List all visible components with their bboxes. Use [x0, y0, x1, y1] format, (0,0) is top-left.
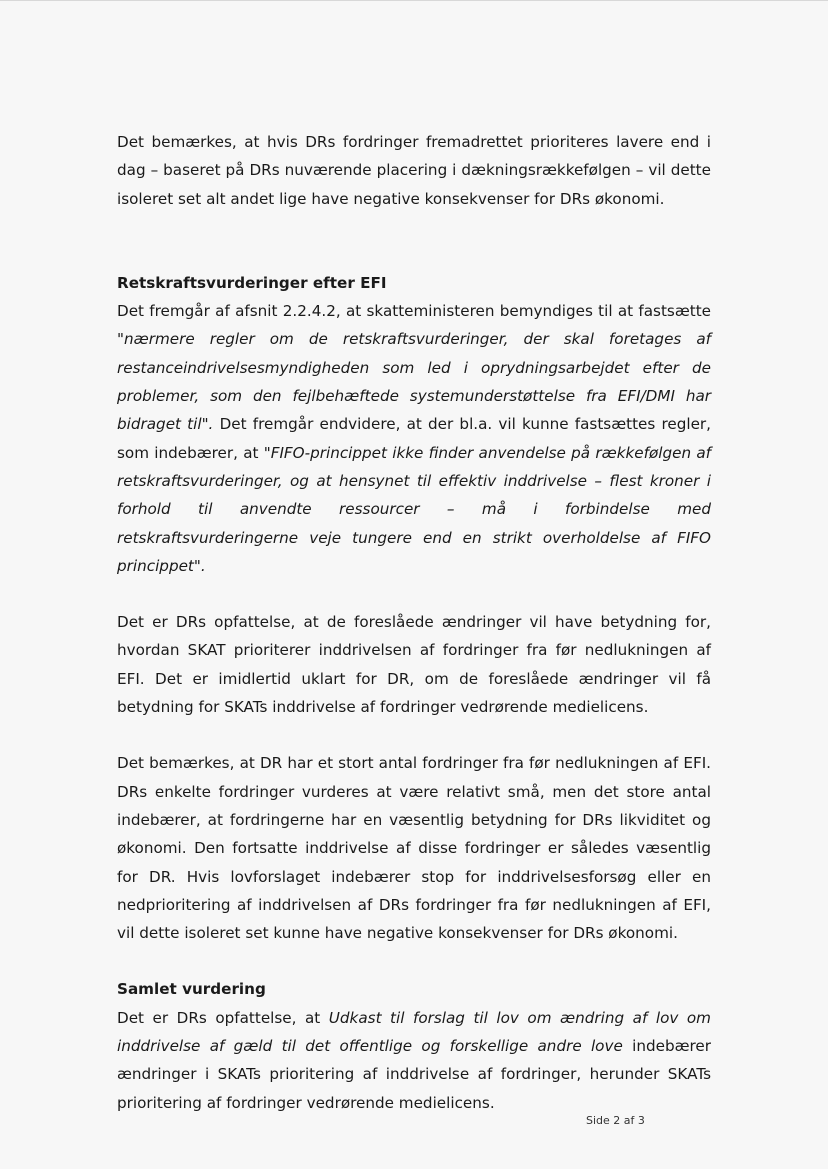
samlet-rest-text: indebærer ændringer i SKATs prioritering af inddrivelse af fordringer, herunder SKATs prioritering af fordringer vedrørende medielicens.	[117, 1037, 711, 1112]
paragraph-samlet	[117, 1004, 711, 1117]
paragraph-fordringer: Det bemærkes, at DR har et stort antal fordringer fra før nedlukningen af EFI. DRs enkelte fordringer vurderes at være relativt små, men det store antal indebærer, at fordringerne har en væsentlig betydning for DRs likviditet og økonomi. Den fortsatte inddrivelse af disse fordringer er således væsentlig for DR. Hvis lovforslaget indebærer stop for inddrivelsesforsøg eller en nedprioritering af inddrivelsen af DRs fordringer fra før nedlukningen af EFI, vil dette isoleret set kunne have negative konsekvenser for DRs økonomi.	[117, 754, 711, 943]
law-title: Udkast til forslag til lov om ændring af lov om inddrivelse af gæld til det offentlige og forskellige andre love	[117, 1008, 711, 1056]
retskraft-middle-text: Det fremgår endvidere, at der bl.a. vil kunne fastsættes regler, som indebærer, at	[117, 415, 711, 462]
document-body	[117, 128, 711, 1117]
retskraft-quote-2: "FIFO-princippet ikke finder anvendelse på rækkefølgen af retskraftsvurderinger, og at hensynet til effektiv inddrivelse – flest kroner i forhold til anvendte ressourcer – må i forbindelse med retskraftsvurderingerne veje tungere end en strikt overholdelse af FIFO princippet".	[117, 443, 711, 575]
page-edge	[0, 0, 828, 1]
retskraft-quote-1: "nærmere regler om de retskraftsvurderinger, der skal foretages af restanceindrivelsesmyndigheden som led i oprydningsarbejdet efter de problemer, som den fejlbehæftede systemunderstøttelse fra EFI/DMI har bidraget til".	[117, 330, 711, 434]
retskraft-intro-text: Det fremgår af afsnit 2.2.4.2, at skatteministeren bemyndiges til at fastsætte	[117, 302, 711, 321]
paragraph-prioritering: Det er DRs opfattelse, at de foreslåede ændringer vil have betydning for, hvordan SKAT prioriterer inddrivelsen af fordringer fra før nedlukningen af EFI. Det er imidlertid uklart for DR, om de foreslåede ændringer vil få betydning for SKATs inddrivelse af fordringer vedrørende medielicens.	[117, 613, 711, 717]
samlet-intro-text: Det er DRs opfattelse, at	[117, 1008, 329, 1027]
paragraph-dekning: Det bemærkes, at hvis DRs fordringer fremadrettet prioriteres lavere end i dag – baseret på DRs nuværende placering i dækningsrækkefølgen – vil dette isoleret set alt andet lige have negative konsekvenser for DRs økonomi.	[117, 133, 711, 208]
page-number: Side 2 af 3	[586, 1114, 645, 1127]
paragraph-retskraft	[117, 297, 711, 580]
section-heading-samlet: Samlet vurdering	[117, 980, 266, 999]
section-heading-retskraft: Retskraftsvurderinger efter EFI	[117, 273, 387, 292]
